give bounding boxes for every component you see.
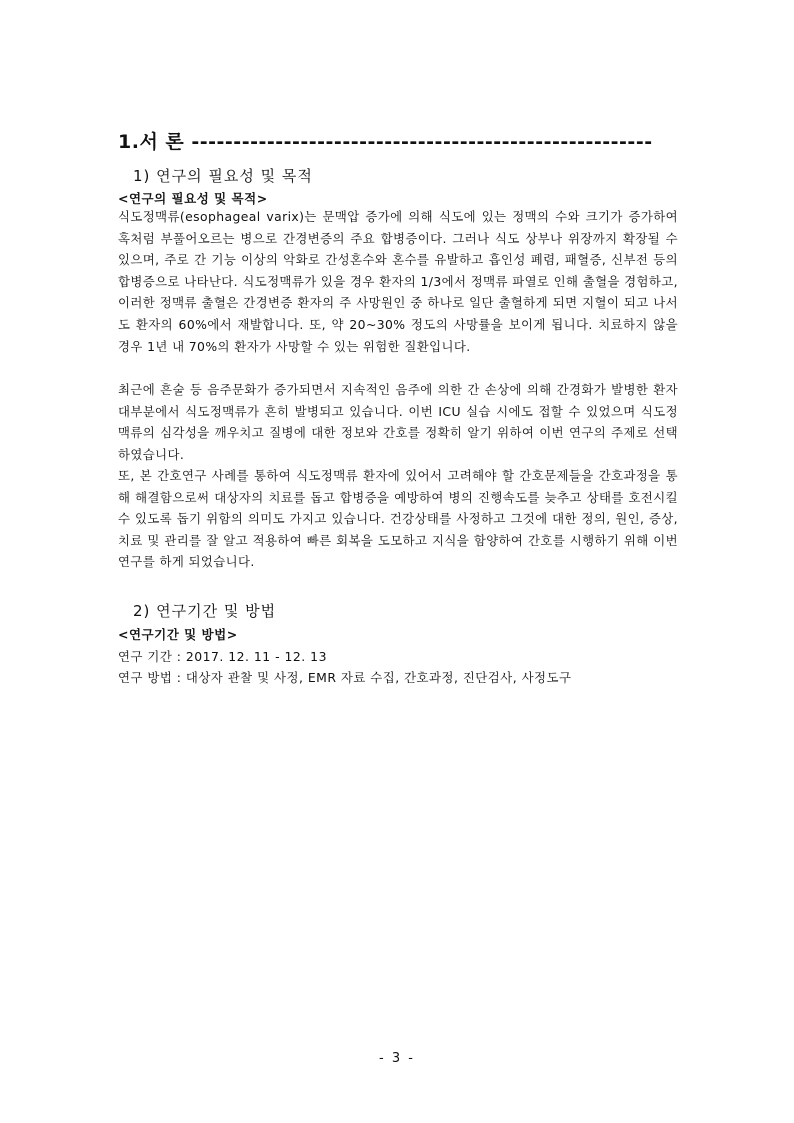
paragraph-objective: 또, 본 간호연구 사례를 통하여 식도정맥류 환자에 있어서 고려해야 할 간호문제들을 간호과정을 통해 해결함으로써 대상자의 치료를 돕고 합병증을 예방하여 병의 진행속도를 늦추고 상태를 호전시킬 수 있도록 돕기 위함의 의미도 가지고 있습니다. 건강상태를 사정하고 그것에 대한 정의, 원인, 증상, 치료 및 관리를 잘 알고 적용하여 빠른 회복을 도모하고 지식을 함양하여 간호를 시행하기 위해 이번 연구를 하게 되었습니다. — [118, 468, 678, 570]
chapter-title: 1.서 론 ------------------------------------------------------- — [118, 131, 653, 153]
section-subtitle-purpose: <연구의 필요성 및 목적> — [118, 191, 268, 206]
paragraph-motivation: 최근에 흔술 등 음주문화가 증가되면서 지속적인 음주에 의한 간 손상에 의해 간경화가 발병한 환자 대부분에서 식도정맥류가 흔히 발병되고 있습니다. 이번 ICU 실습 시에도 접할 수 있었으며 식도정맥류의 심각성을 깨우치고 질병에 대한 정보와 간호를 정확히 알기 위하여 이번 연구의 주제로 선택하였습니다. — [118, 382, 678, 462]
page-number: - 3 - — [379, 1051, 415, 1066]
study-period: 연구 기간 : 2017. 12. 11 - 12. 13 — [118, 649, 327, 664]
section-subtitle-method: <연구기간 및 방법> — [118, 627, 238, 642]
paragraph-varix-definition: 식도정맥류(esophageal varix)는 문맥압 증가에 의해 식도에 있는 정맥의 수와 크기가 증가하여 혹처럼 부풀어오르는 병으로 간경변증의 주요 합병증이다. 그러나 식도 상부나 위장까지 확장될 수 있으며, 주로 간 기능 이상의 악화로 간성혼수와 혼수를 유발하고 흡인성 폐렴, 패혈증, 신부전 등의 합병증으로 나타난다. 식도정맥류가 있을 경우 환자의 1/3에서 정맥류 파열로 인해 출혈을 경험하고, 이러한 정맥류 출혈은 간경변증 환자의 주 사망원인 중 하나로 일단 출혈하게 되면 지혈이 되고 나서도 환자의 60%에서 재발합니다. 또, 약 20~30% 정도의 사망률을 보이게 됩니다. 치료하지 않을 경우 1년 내 70%의 환자가 사망할 수 있는 위험한 질환입니다. — [118, 209, 678, 354]
section-heading-method: 2) 연구기간 및 방법 — [133, 602, 277, 620]
section-heading-purpose: 1) 연구의 필요성 및 목적 — [133, 167, 313, 185]
study-method: 연구 방법 : 대상자 관찰 및 사정, EMR 자료 수집, 간호과정, 진단검사, 사정도구 — [118, 670, 572, 685]
